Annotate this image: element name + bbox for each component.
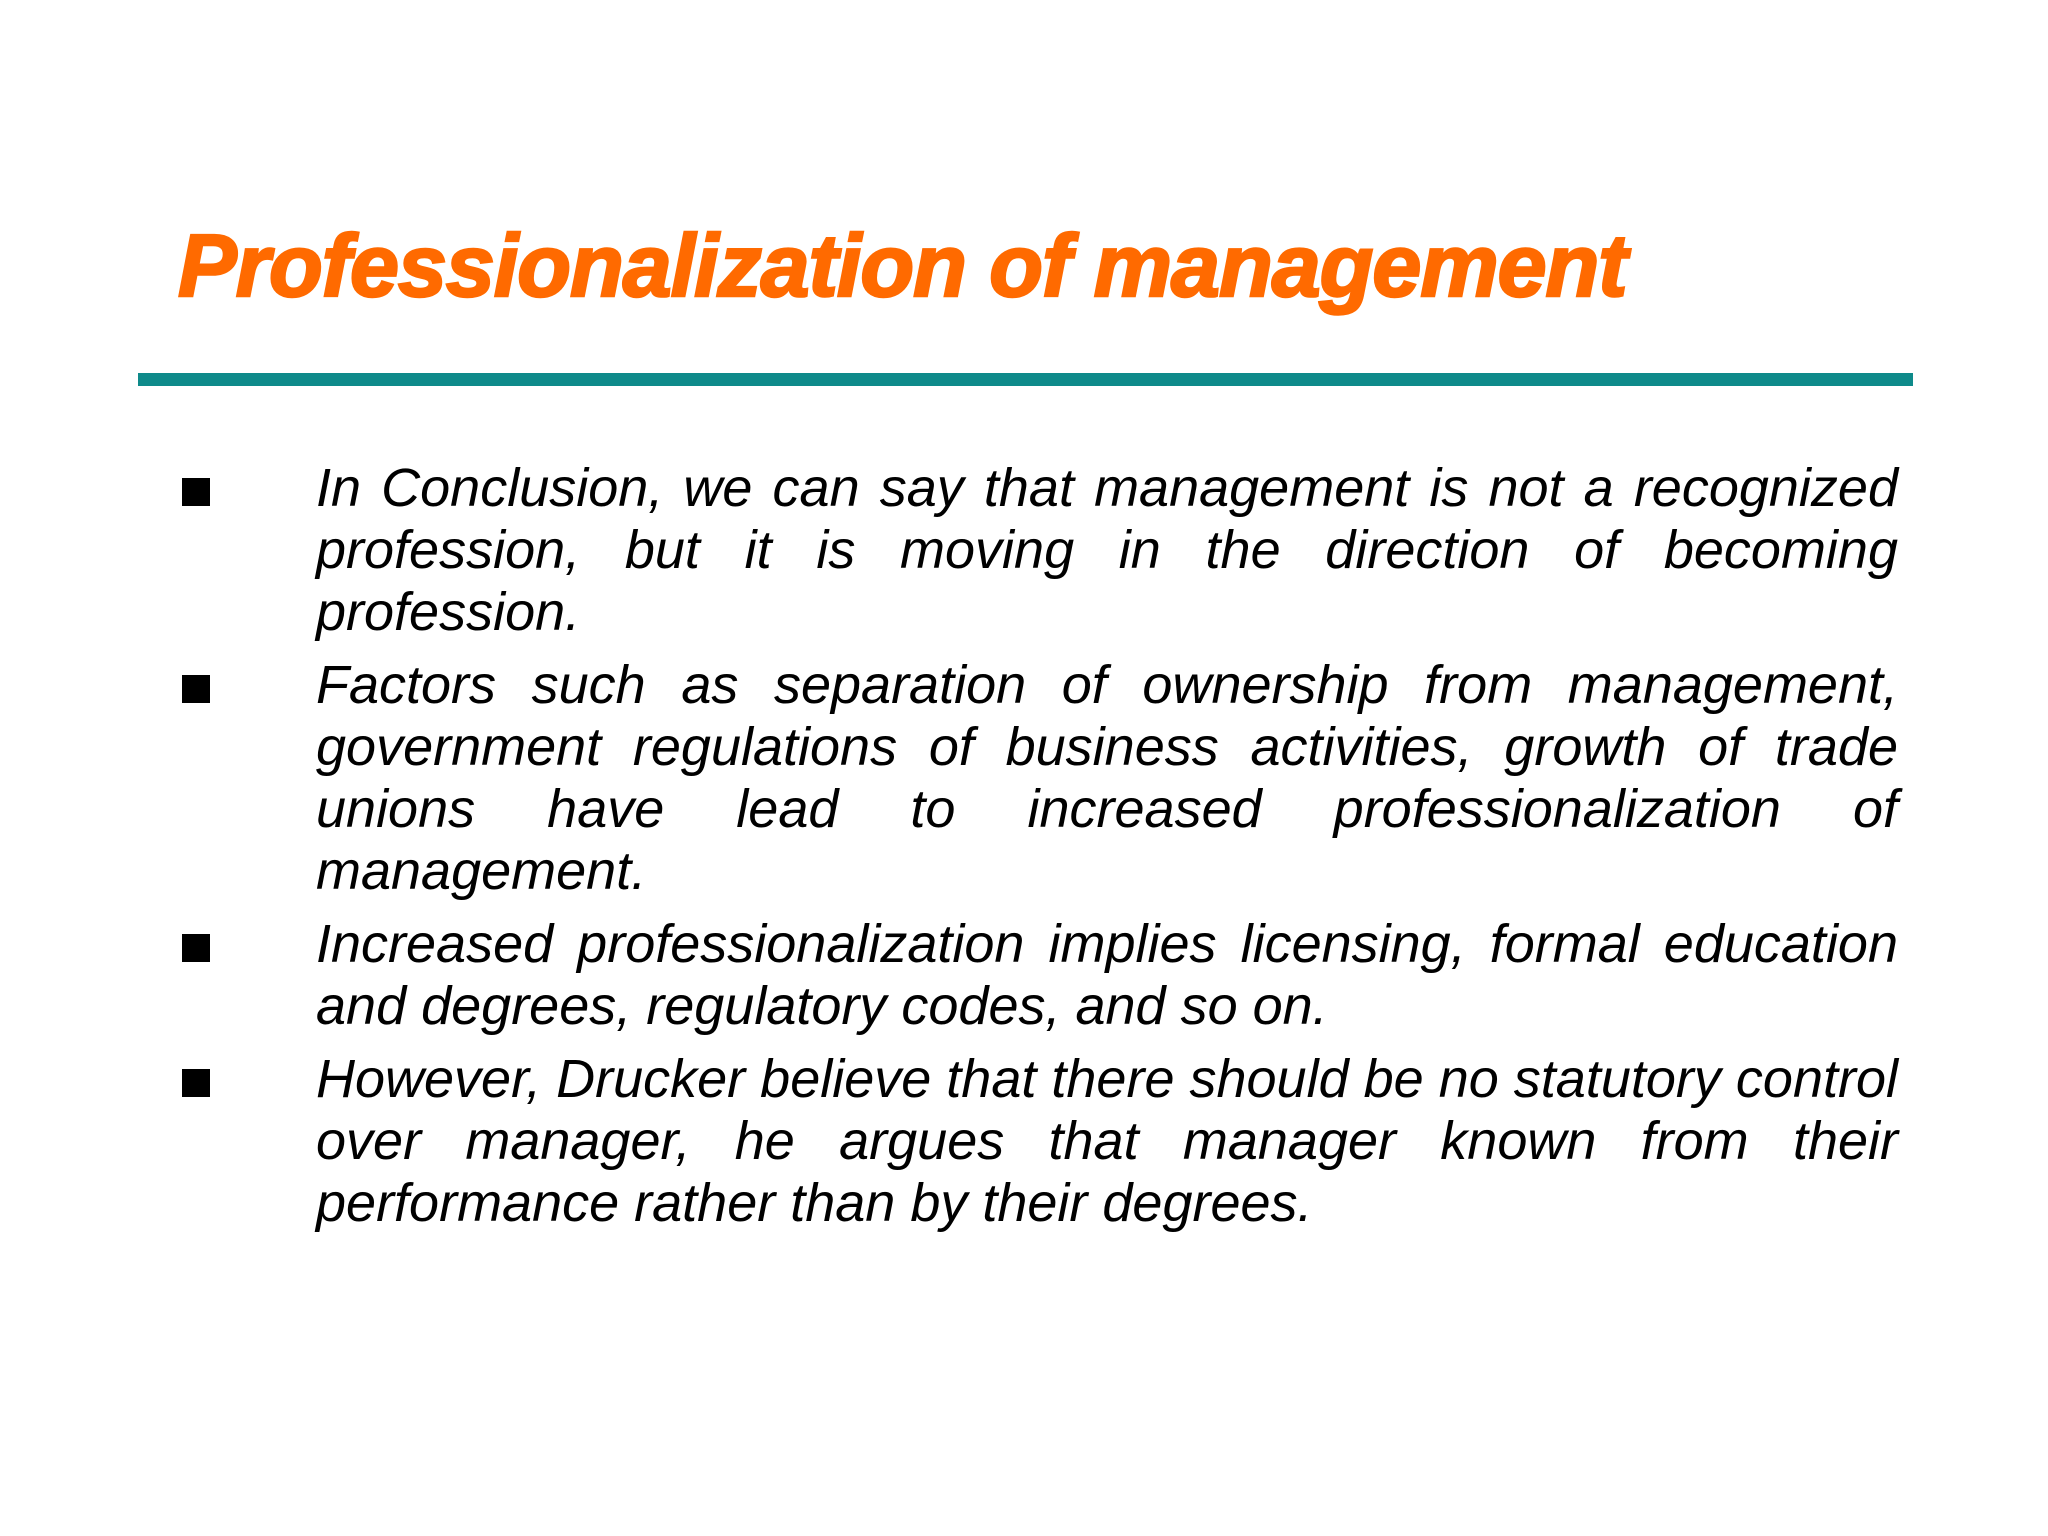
list-item	[178, 1048, 1898, 1234]
bullet-list	[178, 457, 1898, 1245]
bullet-text: However, Drucker believe that there should be no statutory control over manager, he argues that manager known from their performance rather than by their degrees.	[316, 1049, 1898, 1233]
bullet-text: Factors such as separation of ownership from management, government regulations of business activities, growth of trade unions have lead to increased professionalization of management.	[316, 655, 1898, 901]
bullet-text: Increased professionalization implies licensing, formal education and degrees, regulatory codes, and so on.	[316, 914, 1898, 1036]
square-bullet-icon	[182, 478, 210, 506]
square-bullet-icon	[182, 1069, 210, 1097]
slide-title: Professionalization of management	[178, 216, 1627, 315]
title-divider	[138, 373, 1913, 386]
list-item	[178, 913, 1898, 1037]
square-bullet-icon	[182, 675, 210, 703]
list-item	[178, 457, 1898, 643]
bullet-text: In Conclusion, we can say that management is not a recognized profession, but it is moving in the direction of becoming profession.	[316, 458, 1898, 642]
list-item	[178, 654, 1898, 902]
square-bullet-icon	[182, 934, 210, 962]
